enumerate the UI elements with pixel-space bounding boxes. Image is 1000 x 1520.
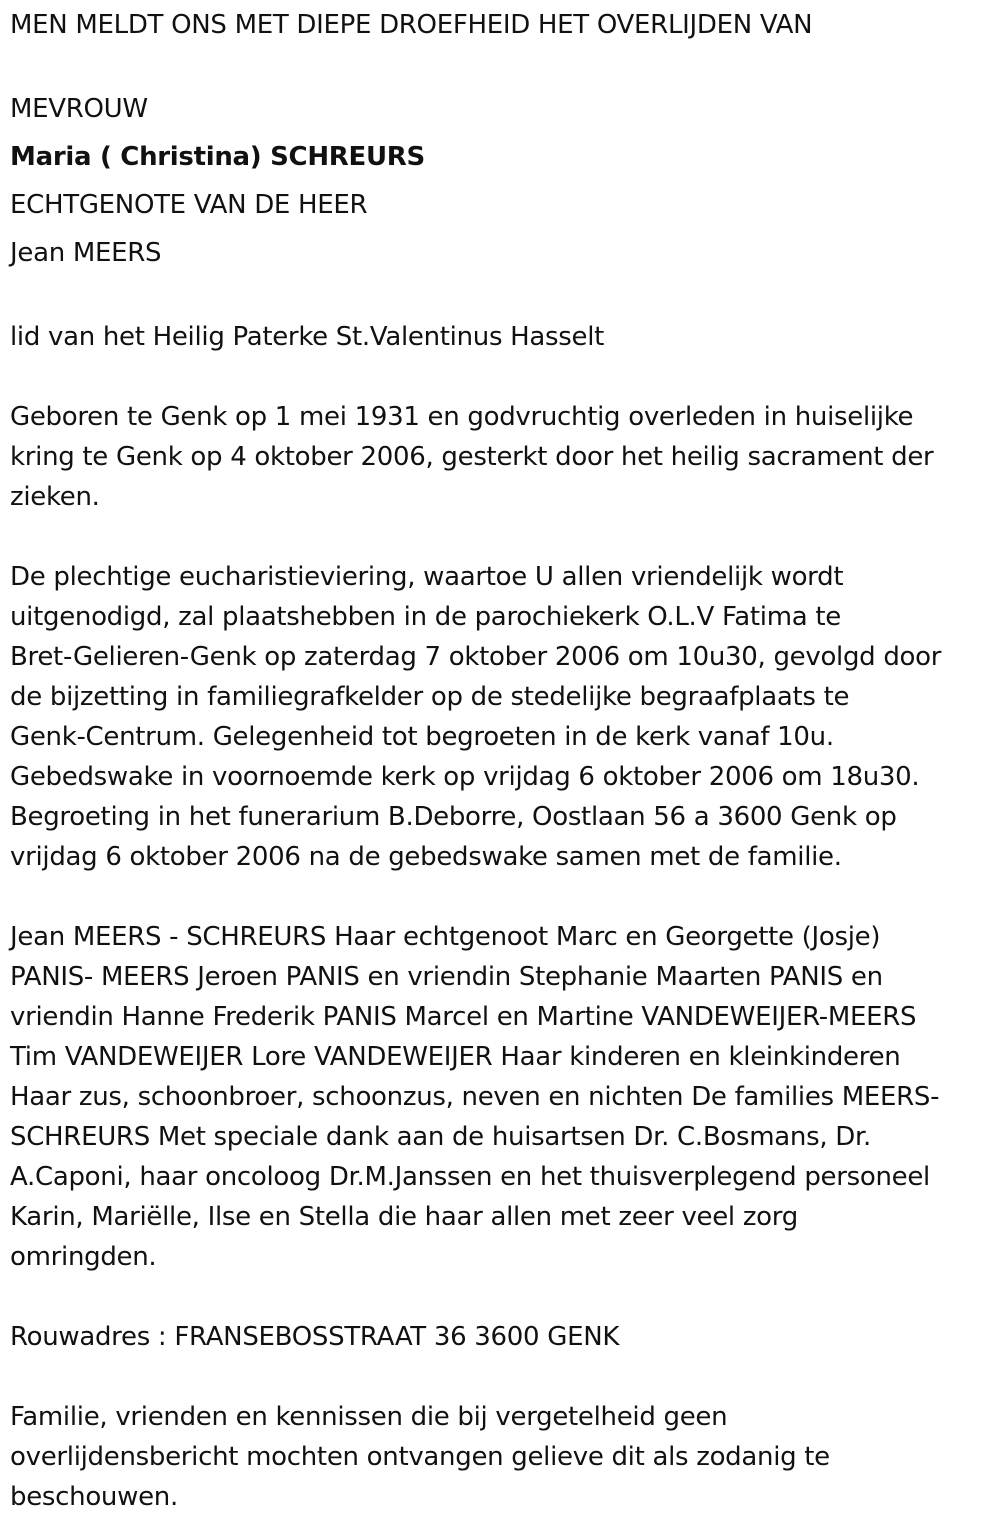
deceased-block (10, 85, 988, 277)
paragraph-line: de bijzetting in familiegrafkelder op de stedelijke begraafplaats te (10, 682, 850, 712)
obituary-document (10, 0, 988, 1517)
title-line: MEVROUW (10, 94, 148, 124)
paragraph-line: kring te Genk op 4 oktober 2006, gesterkt door het heilig sacrament der (10, 442, 934, 472)
paragraph-line: SCHREURS Met speciale dank aan de huisartsen Dr. C.Bosmans, Dr. (10, 1122, 871, 1152)
paragraph-line: omringden. (10, 1242, 157, 1272)
paragraph-line: Gebedswake in voornoemde kerk op vrijdag 6 oktober 2006 om 18u30. (10, 762, 920, 792)
paragraph-line: PANIS- MEERS Jeroen PANIS en vriendin Stephanie Maarten PANIS en (10, 962, 883, 992)
paragraph-line: zieken. (10, 482, 100, 512)
paragraph-line: Bret-Gelieren-Genk op zaterdag 7 oktober 2006 om 10u30, gevolgd door (10, 642, 942, 672)
paragraph-line: Geboren te Genk op 1 mei 1931 en godvruchtig overleden in huiselijke (10, 402, 914, 432)
membership-line: lid van het Heilig Paterke St.Valentinus Hasselt (10, 322, 605, 352)
spouse-label: ECHTGENOTE VAN DE HEER (10, 190, 368, 220)
birth-death-paragraph (10, 397, 988, 517)
ceremony-paragraph (10, 557, 988, 877)
paragraph-line: beschouwen. (10, 1482, 178, 1512)
paragraph-line: Haar zus, schoonbroer, schoonzus, neven en nichten De families MEERS- (10, 1082, 940, 1112)
paragraph-line: vrijdag 6 oktober 2006 na de gebedswake samen met de familie. (10, 842, 842, 872)
family-paragraph (10, 917, 988, 1277)
paragraph-line: Jean MEERS - SCHREURS Haar echtgenoot Marc en Georgette (Josje) (10, 922, 881, 952)
paragraph-line: Tim VANDEWEIJER Lore VANDEWEIJER Haar kinderen en kleinkinderen (10, 1042, 901, 1072)
closing-paragraph (10, 1397, 988, 1517)
paragraph-line: overlijdensbericht mochten ontvangen gelieve dit als zodanig te (10, 1442, 830, 1472)
paragraph-line: vriendin Hanne Frederik PANIS Marcel en Martine VANDEWEIJER-MEERS (10, 1002, 917, 1032)
paragraph-line: De plechtige eucharistieviering, waartoe U allen vriendelijk wordt (10, 562, 844, 592)
intro-line: MEN MELDT ONS MET DIEPE DROEFHEID HET OVERLIJDEN VAN (10, 10, 813, 40)
paragraph-line: uitgenodigd, zal plaatshebben in de parochiekerk O.L.V Fatima te (10, 602, 841, 632)
paragraph-line: Karin, Mariëlle, Ilse en Stella die haar allen met zeer veel zorg (10, 1202, 798, 1232)
spouse-name: Jean MEERS (10, 238, 162, 268)
mourning-address: Rouwadres : FRANSEBOSSTRAAT 36 3600 GENK (10, 1322, 620, 1352)
deceased-name: Maria ( Christina) SCHREURS (10, 142, 425, 172)
paragraph-line: Begroeting in het funerarium B.Deborre, Oostlaan 56 a 3600 Genk op (10, 802, 897, 832)
paragraph-line: A.Caponi, haar oncoloog Dr.M.Janssen en het thuisverplegend personeel (10, 1162, 930, 1192)
paragraph-line: Familie, vrienden en kennissen die bij vergetelheid geen (10, 1402, 728, 1432)
paragraph-line: Genk-Centrum. Gelegenheid tot begroeten in de kerk vanaf 10u. (10, 722, 834, 752)
